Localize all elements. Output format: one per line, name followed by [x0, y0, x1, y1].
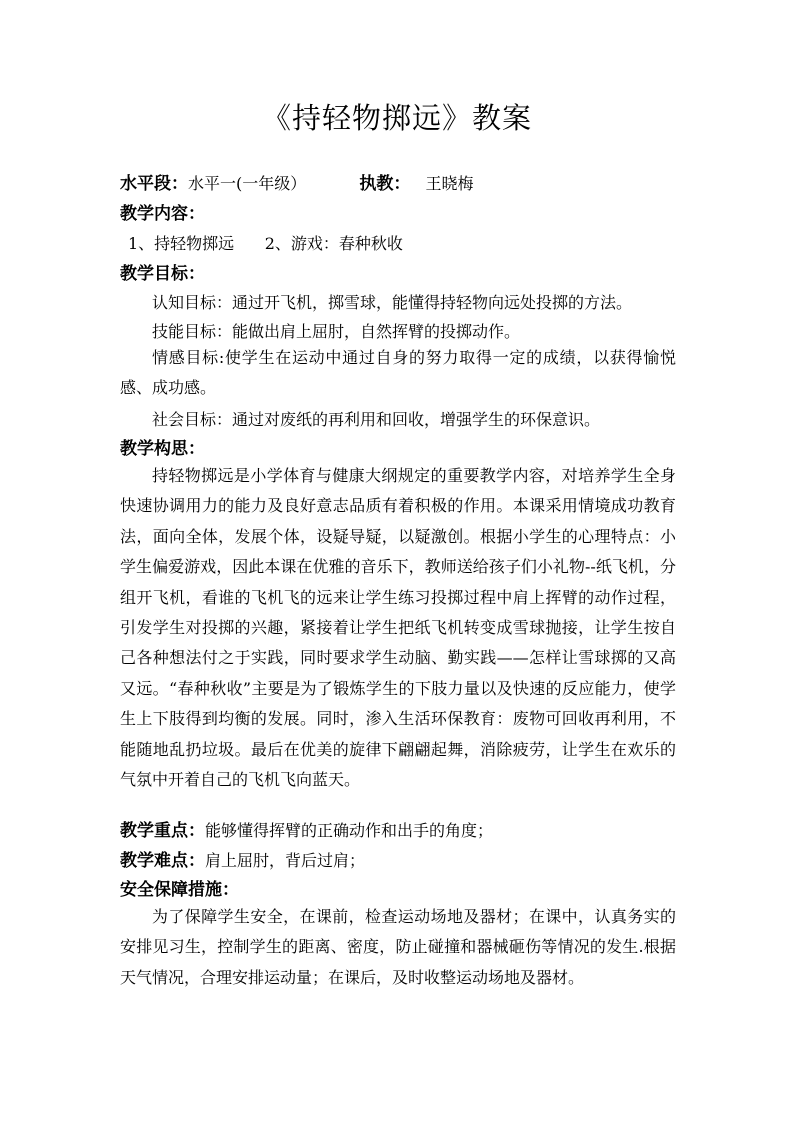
teacher-value: 王晓梅 — [425, 174, 474, 193]
idea-paragraph: 持轻物掷远是小学体育与健康大纲规定的重要教学内容，对培养学生全身快速协调用力的能力及良好意志品质有着积极的作用。本课采用情境成功教育法，面向全体，发展个体，设疑导疑，以疑激创。根据小学生的心理特点：小学生偏爱游戏，因此本课在优雅的音乐下，教师送给孩子们小礼物--纸飞机，分组开飞机，看谁的飞机飞的远来让学生练习投掷过程中肩上挥臂的动作过程，引发学生对投掷的兴趣，紧接着让学生把纸飞机转变成雪球抛接，让学生按自己各种想法付之于实践，同时要求学生动脑、勤实践——怎样让雪球掷的又高又远。“春种秋收”主要是为了锻炼学生的下肢力量以及快速的反应能力，使学生上下肢得到均衡的发展。同时，渗入生活环保教育：废物可回收再利用，不能随地乱扔垃圾。最后在优美的旋律下翩翩起舞，消除疲劳，让学生在欢乐的气氛中开着自己的飞机飞向蓝天。 — [120, 466, 676, 790]
content-items: 1、持轻物掷远 2、游戏：春种秋收 — [128, 234, 403, 253]
key-point-label: 教学重点： — [120, 821, 205, 841]
idea-heading: 教学构思： — [120, 439, 205, 459]
level-value: 水平一(一年级） — [188, 174, 307, 193]
difficulty-label: 教学难点： — [120, 851, 205, 871]
difficulty-value: 肩上屈肘，背后过肩； — [205, 851, 366, 870]
document-title: 《持轻物掷远》教案 — [261, 101, 532, 135]
difficulty-row — [120, 850, 365, 872]
safety-paragraph: 为了保障学生安全，在课前，检查运动场地及器材；在课中，认真务实的安排见习生，控制学生的距离、密度，防止碰撞和器械砸伤等情况的发生.根据天气情况，合理安排运动量；在课后，及时收整运动场地及器材。 — [120, 907, 676, 987]
goals-heading: 教学目标： — [120, 264, 205, 284]
level-label: 水平段： — [120, 174, 188, 194]
safety-heading: 安全保障措施： — [120, 880, 239, 900]
goal-social: 社会目标：通过对废纸的再利用和回收，增强学生的环保意识。 — [152, 410, 601, 429]
key-point-value: 能够懂得挥臂的正确动作和出手的角度； — [205, 821, 494, 840]
level-teacher-row — [120, 173, 473, 195]
key-point-row — [120, 820, 493, 842]
teacher-label: 执教： — [359, 174, 411, 194]
goal-cognitive: 认知目标：通过开飞机，掷雪球，能懂得持轻物向远处投掷的方法。 — [152, 293, 633, 312]
goal-skill: 技能目标：能做出肩上屈肘，自然挥臂的投掷动作。 — [152, 322, 521, 341]
content-heading: 教学内容： — [120, 204, 205, 224]
goal-emotion: 情感目标:使学生在运动中通过自身的努力取得一定的成绩，以获得愉悦感、成功感。 — [120, 348, 676, 398]
